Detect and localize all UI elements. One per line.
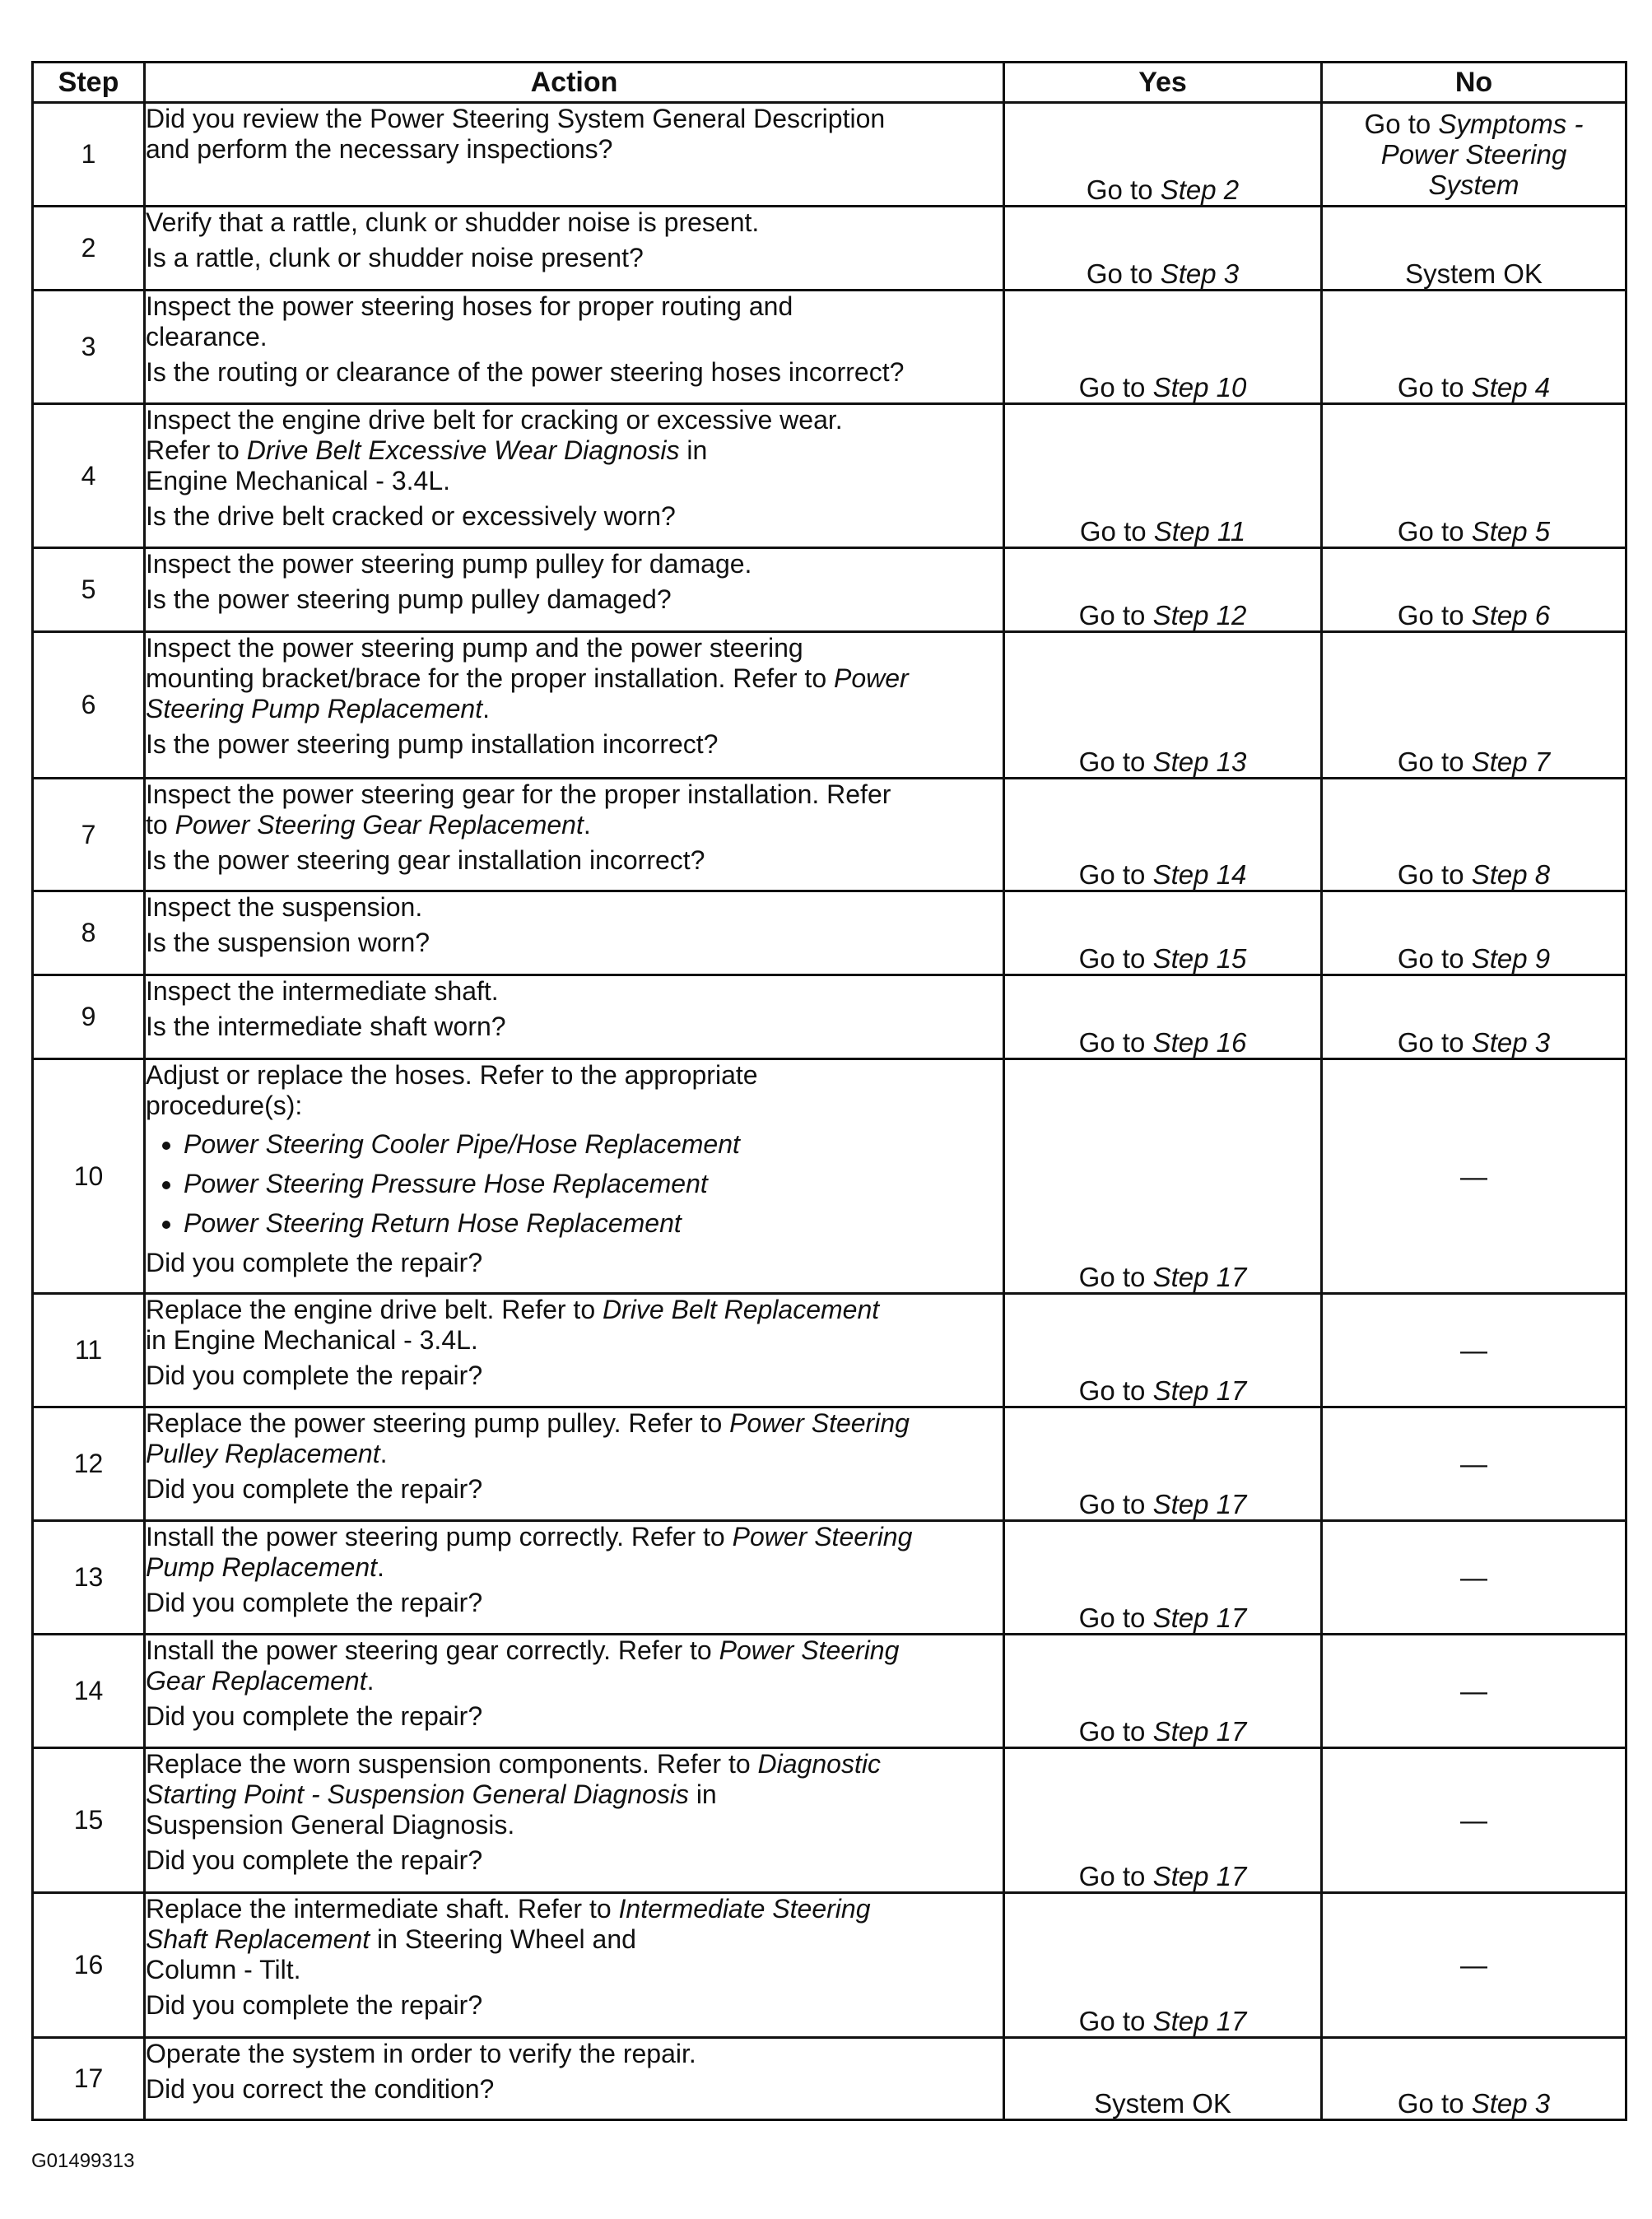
yes-reference: Step 17 bbox=[1152, 1375, 1247, 1406]
no-text: Go to bbox=[1397, 943, 1472, 974]
instruction-text: Replace the engine drive belt. Refer to bbox=[146, 1295, 603, 1324]
instruction-text: Suspension General Diagnosis. bbox=[146, 1810, 515, 1840]
table-row bbox=[33, 779, 1626, 891]
no-text: — bbox=[1460, 1335, 1487, 1365]
instruction-text: Inspect the intermediate shaft. bbox=[146, 976, 499, 1006]
yes-text: Go to bbox=[1078, 1861, 1153, 1891]
question-text: Did you complete the repair? bbox=[146, 1248, 483, 1277]
action-question bbox=[146, 2074, 1003, 2105]
action-question bbox=[146, 501, 1003, 532]
table-row bbox=[33, 2038, 1626, 2120]
instruction-text: clearance. bbox=[146, 322, 268, 351]
action-question bbox=[146, 845, 1003, 876]
step-number: 10 bbox=[33, 1059, 145, 1294]
question-text: Did you complete the repair? bbox=[146, 1990, 483, 2020]
action-cell bbox=[145, 1635, 1004, 1748]
step-number: 3 bbox=[33, 291, 145, 404]
yes-reference: Step 11 bbox=[1153, 516, 1246, 547]
no-reference: Step 3 bbox=[1471, 1027, 1551, 1058]
no-text: Go to bbox=[1397, 372, 1472, 402]
no-text: Go to bbox=[1397, 2088, 1472, 2119]
action-instruction bbox=[146, 1894, 1003, 1985]
yes-text: Go to bbox=[1078, 943, 1153, 974]
yes-result bbox=[1004, 1521, 1322, 1635]
no-reference: Step 7 bbox=[1471, 747, 1551, 777]
yes-result bbox=[1004, 891, 1322, 975]
question-text: Is a rattle, clunk or shudder noise present? bbox=[146, 243, 644, 272]
action-instruction bbox=[146, 1749, 1003, 1840]
no-result bbox=[1322, 548, 1626, 632]
instruction-text: Inspect the suspension. bbox=[146, 892, 423, 922]
no-result bbox=[1322, 1893, 1626, 2038]
yes-text: Go to bbox=[1078, 2006, 1153, 2036]
yes-result bbox=[1004, 1893, 1322, 2038]
question-text: Is the power steering gear installation incorrect? bbox=[146, 845, 705, 875]
yes-text: Go to bbox=[1086, 174, 1161, 205]
yes-reference: Step 2 bbox=[1160, 174, 1240, 205]
action-instruction bbox=[146, 2039, 1003, 2069]
instruction-text: in bbox=[679, 435, 708, 465]
yes-reference: Step 17 bbox=[1152, 1603, 1247, 1633]
action-cell bbox=[145, 1748, 1004, 1893]
yes-result bbox=[1004, 1407, 1322, 1521]
instruction-reference: Power Steering bbox=[719, 1635, 900, 1665]
yes-result bbox=[1004, 779, 1322, 891]
action-instruction bbox=[146, 549, 1003, 579]
yes-text: System OK bbox=[1094, 2088, 1231, 2119]
table-row bbox=[33, 1748, 1626, 1893]
instruction-reference: Intermediate Steering bbox=[618, 1894, 871, 1924]
instruction-text: Did you review the Power Steering System General Description bbox=[146, 104, 886, 133]
action-question bbox=[146, 1845, 1003, 1876]
no-text: Go to bbox=[1397, 516, 1472, 547]
table-row bbox=[33, 891, 1626, 975]
instruction-reference: Shaft Replacement bbox=[146, 1924, 370, 1954]
step-number: 16 bbox=[33, 1893, 145, 2038]
action-instruction bbox=[146, 1522, 1003, 1583]
question-text: Is the routing or clearance of the power steering hoses incorrect? bbox=[146, 357, 905, 387]
yes-reference: Step 15 bbox=[1152, 943, 1247, 974]
step-number: 6 bbox=[33, 632, 145, 779]
no-reference: Step 8 bbox=[1471, 859, 1551, 890]
table-row bbox=[33, 291, 1626, 404]
instruction-reference: Pump Replacement bbox=[146, 1552, 378, 1582]
instruction-text: . bbox=[377, 1552, 384, 1582]
yes-result bbox=[1004, 103, 1322, 207]
yes-result bbox=[1004, 548, 1322, 632]
action-cell bbox=[145, 1521, 1004, 1635]
question-text: Is the intermediate shaft worn? bbox=[146, 1012, 506, 1041]
table-row bbox=[33, 1059, 1626, 1294]
question-text: Did you correct the condition? bbox=[146, 2074, 495, 2104]
yes-reference: Step 10 bbox=[1152, 372, 1247, 402]
yes-text: Go to bbox=[1078, 372, 1153, 402]
yes-text: Go to bbox=[1078, 1027, 1153, 1058]
yes-result bbox=[1004, 404, 1322, 548]
action-instruction bbox=[146, 1635, 1003, 1696]
instruction-reference: Gear Replacement bbox=[146, 1666, 367, 1696]
yes-reference: Step 3 bbox=[1160, 258, 1240, 289]
yes-reference: Step 17 bbox=[1152, 1489, 1247, 1519]
no-reference: System bbox=[1428, 170, 1519, 200]
action-cell bbox=[145, 779, 1004, 891]
instruction-text: . bbox=[379, 1439, 388, 1468]
no-result bbox=[1322, 975, 1626, 1059]
instruction-reference: Starting Point - Suspension General Diagnosis bbox=[146, 1779, 689, 1809]
yes-text: Go to bbox=[1078, 1716, 1153, 1747]
action-question bbox=[146, 243, 1003, 273]
instruction-text: and perform the necessary inspections? bbox=[146, 134, 613, 164]
instruction-text: Adjust or replace the hoses. Refer to the appropriate bbox=[146, 1060, 758, 1090]
action-question bbox=[146, 357, 1003, 388]
no-result bbox=[1322, 1294, 1626, 1407]
no-text: — bbox=[1460, 1161, 1487, 1192]
table-row bbox=[33, 207, 1626, 291]
no-reference: Power Steering bbox=[1380, 139, 1567, 170]
action-question bbox=[146, 1361, 1003, 1391]
table-header-row bbox=[33, 63, 1626, 103]
procedure-list-item: • Power Steering Return Hose Replacement bbox=[184, 1203, 1003, 1243]
yes-reference: Step 12 bbox=[1152, 600, 1247, 630]
question-text: Did you complete the repair? bbox=[146, 1361, 483, 1390]
no-result bbox=[1322, 2038, 1626, 2120]
table-row bbox=[33, 1407, 1626, 1521]
action-cell bbox=[145, 632, 1004, 779]
diagnostic-table bbox=[31, 61, 1627, 2121]
no-reference: Step 4 bbox=[1471, 372, 1551, 402]
yes-reference: Step 17 bbox=[1152, 1716, 1247, 1747]
no-result bbox=[1322, 891, 1626, 975]
instruction-reference: Power Steering bbox=[729, 1408, 910, 1438]
table-row bbox=[33, 1893, 1626, 2038]
yes-text: Go to bbox=[1078, 1489, 1153, 1519]
action-question bbox=[146, 1588, 1003, 1618]
table-row bbox=[33, 103, 1626, 207]
instruction-text: . bbox=[482, 694, 490, 723]
action-instruction bbox=[146, 1295, 1003, 1356]
instruction-text: Engine Mechanical - 3.4L. bbox=[146, 466, 450, 495]
question-text: Did you complete the repair? bbox=[146, 1845, 483, 1875]
action-instruction bbox=[146, 104, 1003, 165]
action-question bbox=[146, 1248, 1003, 1278]
action-instruction bbox=[146, 405, 1003, 496]
header-no: No bbox=[1322, 63, 1626, 103]
table-body bbox=[33, 103, 1626, 2120]
table-row bbox=[33, 1294, 1626, 1407]
procedure-list-item: • Power Steering Cooler Pipe/Hose Replacement bbox=[184, 1124, 1003, 1164]
no-text: — bbox=[1460, 1950, 1487, 1980]
no-result bbox=[1322, 632, 1626, 779]
action-question bbox=[146, 1012, 1003, 1042]
instruction-reference: Steering Pump Replacement bbox=[146, 694, 483, 723]
table-row bbox=[33, 1521, 1626, 1635]
table-row bbox=[33, 975, 1626, 1059]
action-question bbox=[146, 729, 1003, 760]
no-result bbox=[1322, 291, 1626, 404]
action-cell bbox=[145, 1294, 1004, 1407]
no-text: — bbox=[1460, 1562, 1487, 1593]
no-result bbox=[1322, 404, 1626, 548]
instruction-text: Operate the system in order to verify the repair. bbox=[146, 2039, 696, 2068]
no-result bbox=[1322, 1521, 1626, 1635]
no-result bbox=[1322, 103, 1626, 207]
yes-result bbox=[1004, 1635, 1322, 1748]
instruction-text: Inspect the engine drive belt for cracking or excessive wear. bbox=[146, 405, 843, 435]
instruction-text: mounting bracket/brace for the proper installation. Refer to bbox=[146, 663, 834, 693]
yes-reference: Step 14 bbox=[1152, 859, 1247, 890]
action-instruction bbox=[146, 892, 1003, 923]
step-number: 4 bbox=[33, 404, 145, 548]
yes-reference: Step 16 bbox=[1152, 1027, 1247, 1058]
instruction-text: Replace the intermediate shaft. Refer to bbox=[146, 1894, 619, 1924]
no-result bbox=[1322, 1407, 1626, 1521]
no-reference: Step 5 bbox=[1471, 516, 1551, 547]
no-text: Go to bbox=[1364, 109, 1439, 139]
instruction-reference: Diagnostic bbox=[757, 1749, 881, 1779]
step-number: 14 bbox=[33, 1635, 145, 1748]
step-number: 9 bbox=[33, 975, 145, 1059]
instruction-reference: Power bbox=[834, 663, 909, 693]
step-number: 8 bbox=[33, 891, 145, 975]
no-text: — bbox=[1460, 1805, 1487, 1835]
yes-result bbox=[1004, 975, 1322, 1059]
yes-reference: Step 17 bbox=[1152, 2006, 1247, 2036]
action-cell bbox=[145, 103, 1004, 207]
step-number: 12 bbox=[33, 1407, 145, 1521]
yes-text: Go to bbox=[1078, 747, 1153, 777]
action-question bbox=[146, 584, 1003, 615]
action-question bbox=[146, 1474, 1003, 1505]
instruction-text: Replace the worn suspension components. Refer to bbox=[146, 1749, 758, 1779]
question-text: Is the suspension worn? bbox=[146, 928, 430, 957]
no-text: System OK bbox=[1405, 258, 1543, 289]
no-text: — bbox=[1460, 1676, 1487, 1706]
yes-result bbox=[1004, 632, 1322, 779]
action-cell bbox=[145, 2038, 1004, 2120]
instruction-text: . bbox=[583, 810, 591, 840]
action-question bbox=[146, 928, 1003, 958]
question-text: Is the power steering pump installation incorrect? bbox=[146, 729, 719, 759]
yes-result bbox=[1004, 2038, 1322, 2120]
instruction-reference: Drive Belt Replacement bbox=[603, 1295, 880, 1324]
instruction-text: Inspect the power steering pump pulley for damage. bbox=[146, 549, 752, 579]
yes-text: Go to bbox=[1086, 258, 1161, 289]
header-action: Action bbox=[145, 63, 1004, 103]
no-reference: Step 9 bbox=[1471, 943, 1551, 974]
yes-result bbox=[1004, 1059, 1322, 1294]
procedure-list bbox=[146, 1124, 1003, 1243]
instruction-text: Inspect the power steering pump and the power steering bbox=[146, 633, 803, 663]
action-cell bbox=[145, 1407, 1004, 1521]
step-number: 2 bbox=[33, 207, 145, 291]
step-number: 1 bbox=[33, 103, 145, 207]
action-cell bbox=[145, 291, 1004, 404]
table-row bbox=[33, 632, 1626, 779]
instruction-text: in Engine Mechanical - 3.4L. bbox=[146, 1325, 478, 1355]
no-result bbox=[1322, 779, 1626, 891]
no-text: Go to bbox=[1397, 600, 1472, 630]
instruction-reference: Drive Belt Excessive Wear Diagnosis bbox=[246, 435, 680, 465]
action-question bbox=[146, 1701, 1003, 1732]
instruction-text: Column - Tilt. bbox=[146, 1955, 301, 1984]
instruction-text: in Steering Wheel and bbox=[370, 1924, 636, 1954]
action-question bbox=[146, 1990, 1003, 2021]
action-cell bbox=[145, 404, 1004, 548]
header-yes: Yes bbox=[1004, 63, 1322, 103]
instruction-text: procedure(s): bbox=[146, 1091, 303, 1120]
yes-text: Go to bbox=[1079, 516, 1154, 547]
table-row bbox=[33, 548, 1626, 632]
action-cell bbox=[145, 975, 1004, 1059]
no-reference: Step 6 bbox=[1471, 600, 1551, 630]
action-cell bbox=[145, 548, 1004, 632]
action-cell bbox=[145, 207, 1004, 291]
step-number: 13 bbox=[33, 1521, 145, 1635]
action-instruction bbox=[146, 779, 1003, 840]
yes-text: Go to bbox=[1078, 1262, 1153, 1292]
yes-result bbox=[1004, 291, 1322, 404]
yes-text: Go to bbox=[1078, 1603, 1153, 1633]
table-row bbox=[33, 1635, 1626, 1748]
yes-reference: Step 17 bbox=[1152, 1861, 1247, 1891]
instruction-text: Inspect the power steering gear for the proper installation. Refer bbox=[146, 779, 891, 809]
action-cell bbox=[145, 891, 1004, 975]
no-result bbox=[1322, 1635, 1626, 1748]
action-cell bbox=[145, 1893, 1004, 2038]
yes-result bbox=[1004, 207, 1322, 291]
instruction-text: Refer to bbox=[146, 435, 247, 465]
instruction-text: to bbox=[146, 810, 175, 840]
instruction-text: in bbox=[688, 1779, 717, 1809]
no-text: — bbox=[1460, 1449, 1487, 1479]
step-number: 11 bbox=[33, 1294, 145, 1407]
action-instruction bbox=[146, 291, 1003, 352]
yes-text: Go to bbox=[1078, 859, 1153, 890]
question-text: Did you complete the repair? bbox=[146, 1474, 483, 1504]
yes-text: Go to bbox=[1078, 1375, 1153, 1406]
no-text: Go to bbox=[1397, 1027, 1472, 1058]
yes-result bbox=[1004, 1294, 1322, 1407]
header-step: Step bbox=[33, 63, 145, 103]
no-reference: Symptoms - bbox=[1438, 109, 1584, 139]
action-cell bbox=[145, 1059, 1004, 1294]
table-row bbox=[33, 404, 1626, 548]
instruction-text: Inspect the power steering hoses for proper routing and bbox=[146, 291, 793, 321]
step-number: 7 bbox=[33, 779, 145, 891]
action-instruction bbox=[146, 976, 1003, 1007]
no-result bbox=[1322, 1748, 1626, 1893]
no-text: Go to bbox=[1397, 747, 1472, 777]
instruction-text: Install the power steering pump correctly. Refer to bbox=[146, 1522, 733, 1551]
action-instruction bbox=[146, 1060, 1003, 1121]
step-number: 17 bbox=[33, 2038, 145, 2120]
step-number: 15 bbox=[33, 1748, 145, 1893]
action-instruction bbox=[146, 1408, 1003, 1469]
figure-id: G01499313 bbox=[31, 2150, 135, 2172]
instruction-reference: Power Steering Gear Replacement bbox=[175, 810, 584, 840]
instruction-text: Verify that a rattle, clunk or shudder noise is present. bbox=[146, 207, 760, 237]
no-result bbox=[1322, 1059, 1626, 1294]
no-text: Go to bbox=[1397, 859, 1472, 890]
action-instruction bbox=[146, 207, 1003, 238]
question-text: Did you complete the repair? bbox=[146, 1701, 483, 1731]
yes-result bbox=[1004, 1748, 1322, 1893]
step-number: 5 bbox=[33, 548, 145, 632]
instruction-reference: Power Steering bbox=[732, 1522, 913, 1551]
instruction-reference: Pulley Replacement bbox=[146, 1439, 380, 1468]
instruction-text: Replace the power steering pump pulley. Refer to bbox=[146, 1408, 730, 1438]
yes-text: Go to bbox=[1078, 600, 1153, 630]
no-result bbox=[1322, 207, 1626, 291]
action-instruction bbox=[146, 633, 1003, 724]
yes-reference: Step 13 bbox=[1152, 747, 1247, 777]
question-text: Is the drive belt cracked or excessively worn? bbox=[146, 501, 676, 531]
no-reference: Step 3 bbox=[1471, 2088, 1551, 2119]
question-text: Is the power steering pump pulley damaged? bbox=[146, 584, 672, 614]
procedure-list-item: • Power Steering Pressure Hose Replacement bbox=[184, 1164, 1003, 1203]
instruction-text: Install the power steering gear correctly. Refer to bbox=[146, 1635, 719, 1665]
question-text: Did you complete the repair? bbox=[146, 1588, 483, 1617]
yes-reference: Step 17 bbox=[1152, 1262, 1247, 1292]
instruction-text: . bbox=[366, 1666, 375, 1696]
